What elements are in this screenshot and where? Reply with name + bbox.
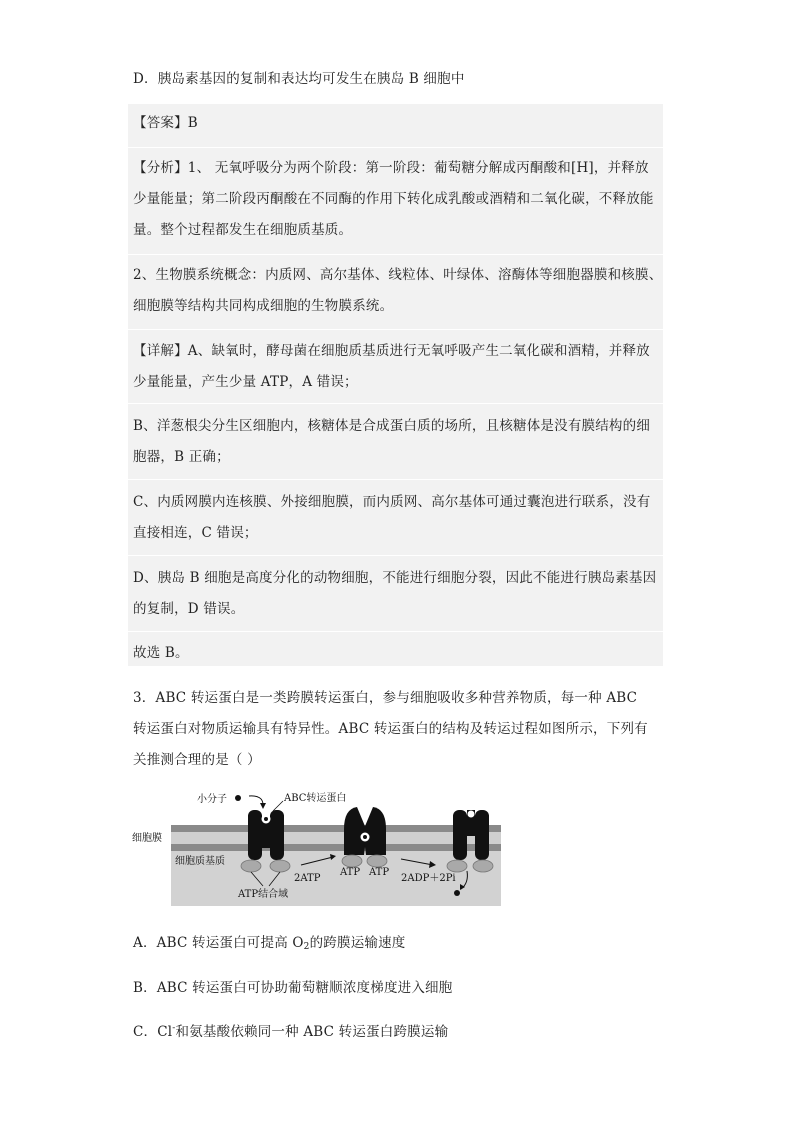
option-a: A．ABC 转运蛋白可提高 $O_2$的跨膜运输速度 bbox=[133, 935, 406, 952]
detail-a-line-1: 【详解】A、缺氧时，酵母菌在细胞质基质进行无氧呼吸产生二氧化碳和酒精，并释放 bbox=[133, 343, 650, 359]
abc-transporter-figure bbox=[131, 785, 501, 910]
membrane-upper-layer bbox=[171, 825, 501, 832]
question3-stem-line-1: 3．ABC 转运蛋白是一类跨膜转运蛋白，参与细胞吸收多种营养物质，每一种 ABC bbox=[133, 690, 638, 706]
detail-b-line-1: B、洋葱根尖分生区细胞内，核糖体是合成蛋白质的场所，且核糖体是没有膜结构的细 bbox=[133, 418, 651, 434]
detail-b-line-2: 胞器，B 正确； bbox=[133, 449, 230, 465]
small-molecule-bound bbox=[264, 817, 268, 821]
divider bbox=[128, 147, 663, 148]
detail-c-line-2: 直接相连，C 错误； bbox=[133, 525, 258, 541]
label-cytoplasm: 细胞质基质 bbox=[175, 856, 225, 867]
analysis-line-2: 少量能量；第二阶段丙酮酸在不同酶的作用下转化成乳酸或酒精和二氧化碳，不释放能 bbox=[133, 191, 654, 207]
small-molecule-released bbox=[454, 890, 460, 896]
label-atp-binding-domain: ATP结合域 bbox=[238, 889, 289, 900]
analysis-line-3: 量。整个过程都发生在细胞质基质。 bbox=[133, 222, 353, 238]
label-membrane: 细胞膜 bbox=[132, 833, 162, 844]
label-abc-protein: ABC转运蛋白 bbox=[284, 793, 347, 804]
label-atp-left: ATP bbox=[340, 867, 361, 878]
small-molecule-free bbox=[235, 795, 241, 801]
option-c: C．Cl-和氨基酸依赖同一种 ABC 转运蛋白跨膜运输 bbox=[133, 1023, 449, 1040]
membrane-lower-layer bbox=[171, 844, 501, 851]
detail-d-line-1: D、胰岛 B 细胞是高度分化的动物细胞，不能进行细胞分裂，因此不能进行胰岛素基因 bbox=[133, 570, 657, 586]
analysis-line-4: 2、生物膜系统概念：内质网、高尔基体、线粒体、叶绿体、溶酶体等细胞器膜和核膜、 bbox=[133, 267, 663, 283]
divider bbox=[128, 329, 663, 330]
divider bbox=[128, 254, 663, 255]
detail-d-line-2: 的复制，D 错误。 bbox=[133, 601, 245, 617]
detail-c-line-1: C、内质网膜内连核膜、外接细胞膜，而内质网、高尔基体可通过囊泡进行联系，没有 bbox=[133, 494, 651, 510]
divider bbox=[128, 479, 663, 480]
analysis-line-1: 【分析】1、 无氧呼吸分为两个阶段：第一阶段：葡萄糖分解成丙酮酸和[H]，并释放 bbox=[133, 160, 649, 176]
membrane-core bbox=[171, 832, 501, 844]
label-atp-right: ATP bbox=[369, 867, 390, 878]
label-2adp-2pi: 2ADP＋2Pi bbox=[401, 873, 456, 884]
label-small-molecule: 小分子 bbox=[197, 794, 227, 805]
detail-conclusion: 故选 B。 bbox=[133, 645, 189, 661]
option-b: B．ABC 转运蛋白可协助葡萄糖顺浓度梯度进入细胞 bbox=[133, 980, 453, 996]
analysis-line-5: 细胞膜等结构共同构成细胞的生物膜系统。 bbox=[133, 298, 394, 314]
divider bbox=[128, 555, 663, 556]
question3-stem-line-3: 关推测合理的是（ ） bbox=[133, 752, 261, 768]
option-d-previous: D．胰岛素基因的复制和表达均可发生在胰岛 B 细胞中 bbox=[133, 71, 465, 87]
answer-line: 【答案】B bbox=[133, 115, 198, 131]
question3-stem-line-2: 转运蛋白对物质运输具有特异性。ABC 转运蛋白的结构及转运过程如图所示，下列有 bbox=[133, 721, 648, 737]
detail-a-line-2: 少量能量，产生少量 ATP，A 错误； bbox=[133, 374, 358, 390]
divider bbox=[128, 403, 663, 404]
divider bbox=[128, 631, 663, 632]
label-2atp: 2ATP bbox=[294, 873, 321, 884]
